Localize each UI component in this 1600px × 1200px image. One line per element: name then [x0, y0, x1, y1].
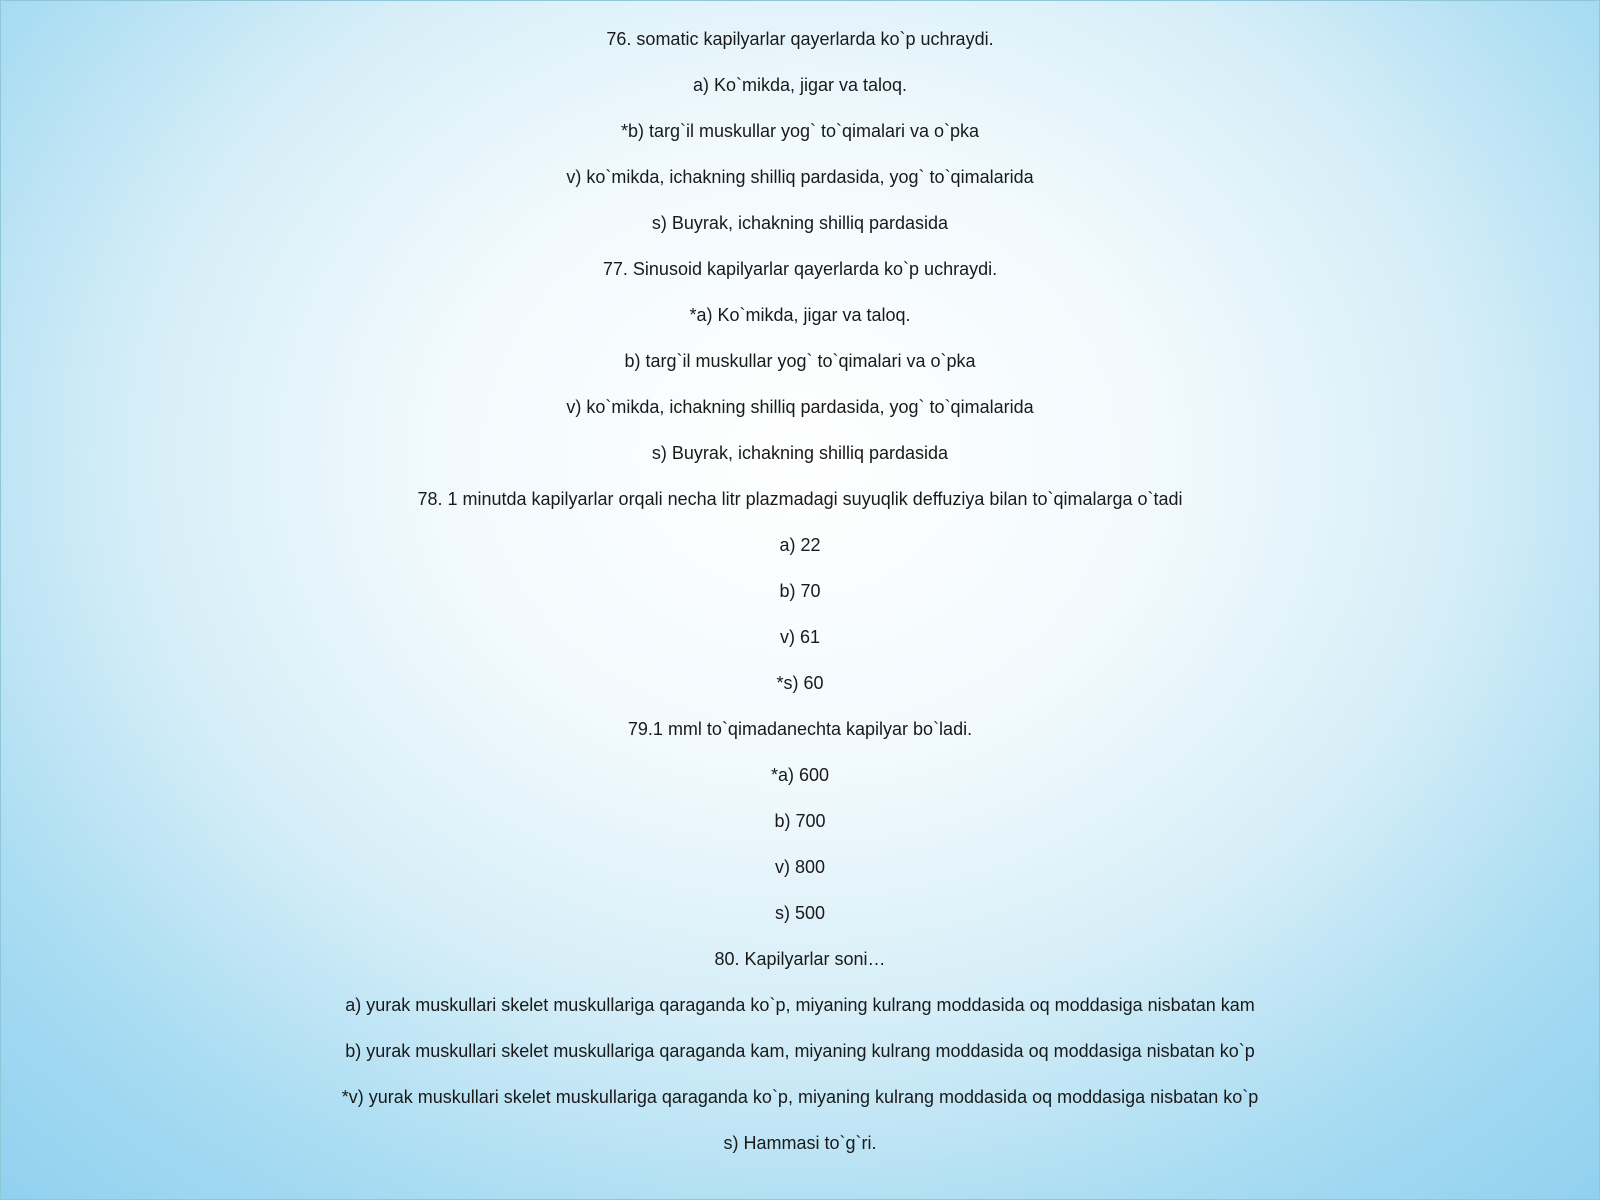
- answer-78-v: v) 61: [779, 627, 821, 647]
- answer-78-a: a) 22: [779, 535, 821, 555]
- answer-76-v: v) ko`mikda, ichakning shilliq pardasida, yog` to`qimalarida: [566, 167, 1034, 187]
- question-76: 76. somatic kapilyarlar qayerlarda ko`p uchraydi.: [606, 29, 994, 49]
- answer-77-v: v) ko`mikda, ichakning shilliq pardasida, yog` to`qimalarida: [566, 397, 1034, 417]
- question-78: 78. 1 minutda kapilyarlar orqali necha litr plazmadagi suyuqlik deffuziya bilan to`qimalarga o`tadi: [417, 489, 1183, 509]
- answer-80-v-correct: *v) yurak muskullari skelet muskullariga qaraganda ko`p, miyaning kulrang moddasida oq moddasiga nisbatan ko`p: [341, 1087, 1259, 1107]
- answer-80-b: b) yurak muskullari skelet muskullariga qaraganda kam, miyaning kulrang moddasida oq moddasiga nisbatan ko`p: [345, 1041, 1255, 1061]
- question-77: 77. Sinusoid kapilyarlar qayerlarda ko`p uchraydi.: [602, 259, 998, 279]
- answer-76-a: a) Ko`mikda, jigar va taloq.: [692, 75, 908, 95]
- answer-78-b: b) 70: [779, 581, 821, 601]
- answer-79-b: b) 700: [774, 811, 826, 831]
- slide-text-body: [1, 16, 1599, 1166]
- answer-76-s: s) Buyrak, ichakning shilliq pardasida: [651, 213, 949, 233]
- answer-79-a-correct: *a) 600: [770, 765, 830, 785]
- question-80: 80. Kapilyarlar soni…: [714, 949, 886, 969]
- answer-77-a-correct: *a) Ko`mikda, jigar va taloq.: [689, 305, 911, 325]
- answer-80-s: s) Hammasi to`g`ri.: [723, 1133, 877, 1153]
- answer-78-s-correct: *s) 60: [776, 673, 824, 693]
- answer-80-a: a) yurak muskullari skelet muskullariga qaraganda ko`p, miyaning kulrang moddasida oq moddasiga nisbatan kam: [345, 995, 1255, 1015]
- answer-77-b: b) targ`il muskullar yog` to`qimalari va o`pka: [624, 351, 976, 371]
- answer-77-s: s) Buyrak, ichakning shilliq pardasida: [651, 443, 949, 463]
- answer-79-v: v) 800: [774, 857, 826, 877]
- answer-79-s: s) 500: [774, 903, 826, 923]
- question-79: 79.1 mml to`qimadanechta kapilyar bo`ladi.: [627, 719, 973, 739]
- answer-76-b-correct: *b) targ`il muskullar yog` to`qimalari va o`pka: [620, 121, 980, 141]
